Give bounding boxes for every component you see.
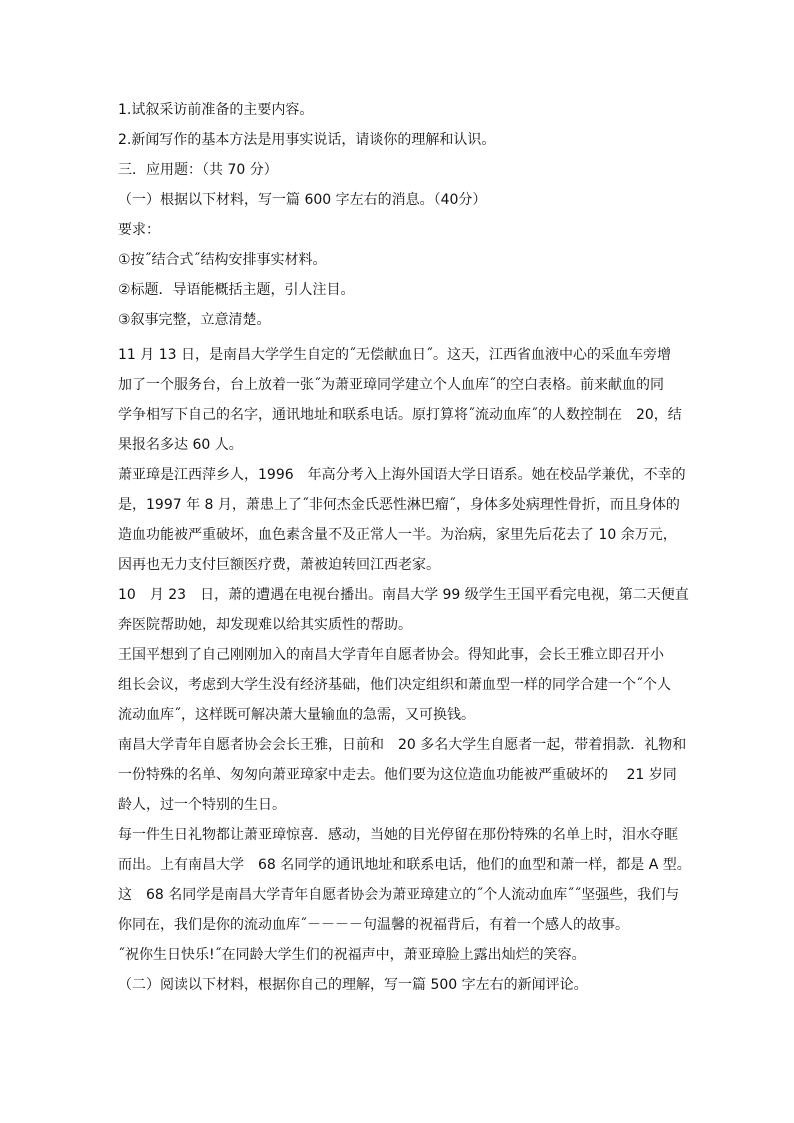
text-line: 10 月 23 日，萧的遭遇在电视台播出。南昌大学 99 级学生王国平看完电视，第二天便直	[118, 587, 689, 603]
text-line: 奔医院帮助她，却发现难以给其实质性的帮助。	[118, 617, 412, 633]
question-2: 2.新闻写作的基本方法是用事实说话，请谈你的理解和认识。	[118, 132, 496, 148]
question-1: 1.试叙采访前准备的主要内容。	[118, 102, 314, 118]
text-line: 萧亚璋是江西萍乡人，1996 年高分考入上海外国语大学日语系。她在校品学兼优，不幸的	[118, 467, 686, 483]
material-paragraph-5	[118, 730, 688, 820]
text-line: 果报名多达 60 人。	[118, 437, 243, 453]
material-paragraph-4	[118, 640, 688, 730]
document-page	[118, 100, 691, 1000]
material-paragraph-3	[118, 580, 688, 640]
text-line: 每一件生日礼物都让萧亚璋惊喜．感动，当她的目光停留在那份特殊的名单上时，泪水夺眶	[118, 827, 678, 843]
material-paragraph-6	[118, 820, 691, 940]
text-line: 龄人，过一个特别的生日。	[118, 797, 286, 813]
text-line: 王国平想到了自己刚刚加入的南昌大学青年自愿者协会。得知此事，会长王雅立即召开小	[118, 647, 664, 663]
requirement-1: ①按˝结合式˝结构安排事实材料。	[118, 252, 327, 268]
text-line: 造血功能被严重破坏，血色素含量不及正常人一半。为治病，家里先后花去了 10 余万元，	[118, 527, 677, 543]
material-paragraph-1	[118, 340, 688, 460]
text-line: 而出。上有南昌大学 68 名同学的通讯地址和联系电话，他们的血型和萧一样，都是 A 型。	[118, 857, 691, 873]
task-1-title: （一）根据以下材料，写一篇 600 字左右的消息。（40分）	[118, 192, 487, 208]
text-line: 学争相写下自己的名字，通讯地址和联系电话。原打算将˝流动血库˝的人数控制在 20，结	[118, 407, 682, 423]
text-line: 南昌大学青年自愿者协会会长王雅，日前和 20 多名大学生自愿者一起，带着捐款．礼物和	[118, 737, 687, 753]
requirement-3: ③叙事完整，立意清楚。	[118, 312, 271, 328]
text-line: 这 68 名同学是南昌大学青年自愿者协会为萧亚璋建立的˝个人流动血库˝˝坚强些，我们与	[118, 887, 680, 903]
material-paragraph-2	[118, 460, 688, 580]
requirement-2: ②标题．导语能概括主题，引人注目。	[118, 282, 355, 298]
text-line: 11 月 13 日，是南昌大学学生自定的˝无偿献血日˝。这天，江西省血液中心的采血车旁增	[118, 347, 671, 363]
section-3-title: 三．应用题：（共 70 分）	[118, 162, 278, 178]
text-line: （二）阅读以下材料，根据你自己的理解，写一篇 500 字左右的新闻评论。	[118, 977, 588, 993]
requirements-label: 要求：	[118, 222, 160, 238]
text-line: 流动血库˝，这样既可解决萧大量输血的急需，又可换钱。	[118, 707, 475, 723]
text-line: 是，1997 年 8 月，萧患上了˝非何杰金氏恶性淋巴瘤˝，身体多处病理性骨折，而且身体的	[118, 497, 680, 513]
text-line: 组长会议，考虑到大学生没有经济基础，他们决定组织和萧血型一样的同学合建一个˝个人	[118, 677, 671, 693]
text-line: 你同在，我们是你的流动血库˝－－－－句温馨的祝福背后，有着一个感人的故事。	[118, 917, 629, 933]
task-2-title	[118, 970, 688, 1000]
material-paragraph-7	[118, 940, 688, 970]
text-line: ˝祝你生日快乐!˝在同龄大学生们的祝福声中，萧亚璋脸上露出灿烂的笑容。	[118, 947, 586, 963]
text-line: 加了一个服务台，台上放着一张˝为萧亚璋同学建立个人血库˝的空白表格。前来献血的同	[118, 377, 664, 393]
text-line: 因再也无力支付巨额医疗费，萧被迫转回江西老家。	[118, 557, 440, 573]
text-line: 一份特殊的名单、匆匆向萧亚璋家中走去。他们要为这位造血功能被严重破坏的 21 岁同	[118, 767, 677, 783]
